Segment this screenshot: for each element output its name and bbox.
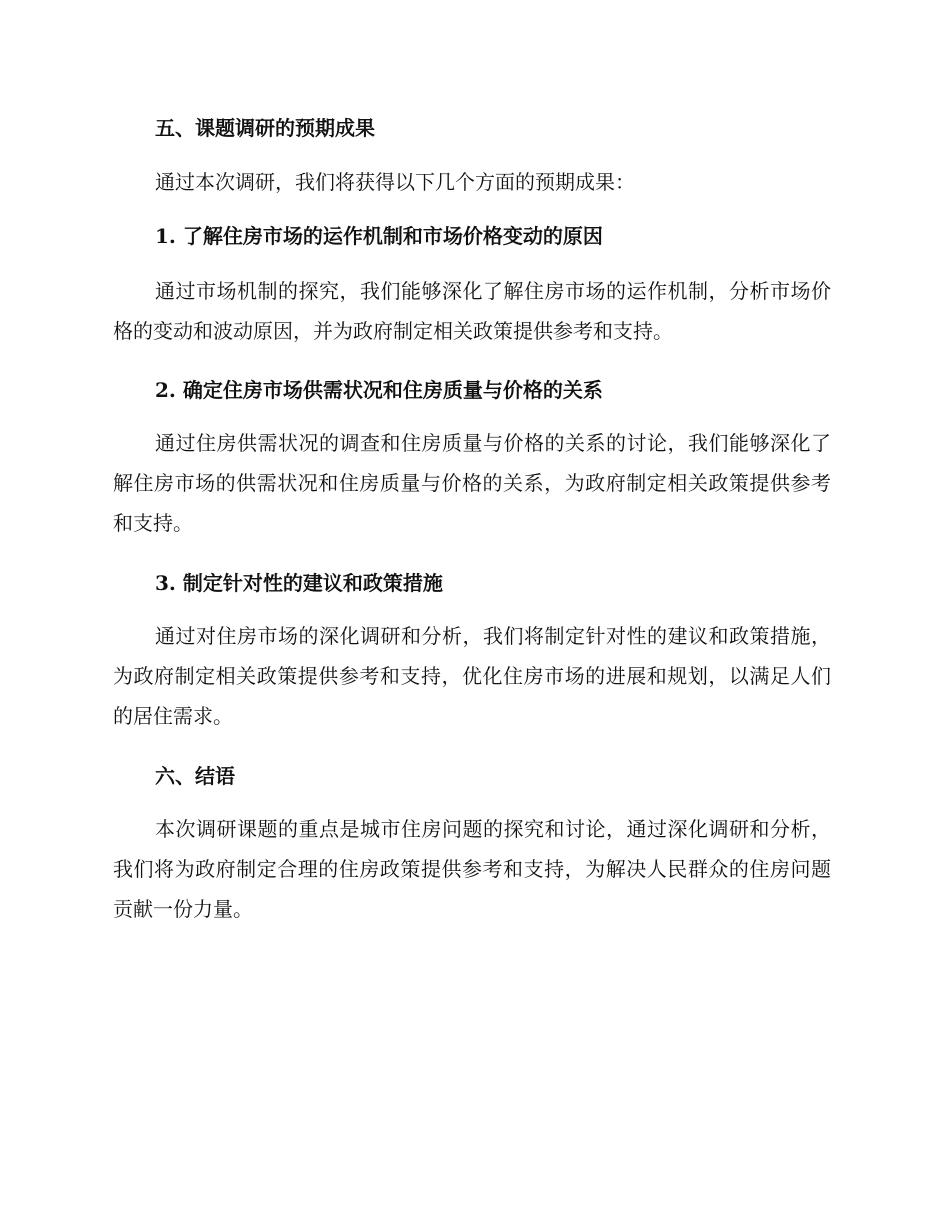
item-1-heading: 1. 了解住房市场的运作机制和市场价格变动的原因 <box>155 224 603 248</box>
item-3-paragraph: 通过对住房市场的深化调研和分析，我们将制定针对性的建议和政策措施，为政府制定相关政策提供参考和支持，优化住房市场的进展和规划，以满足人们的居住需求。 <box>113 624 831 728</box>
section-heading-6: 六、结语 <box>155 764 235 788</box>
item-3-heading: 3. 制定针对性的建议和政策措施 <box>155 571 443 595</box>
section-heading-5: 五、课题调研的预期成果 <box>155 116 375 140</box>
item-1-paragraph: 通过市场机制的探究，我们能够深化了解住房市场的运作机制，分析市场价格的变动和波动原因，并为政府制定相关政策提供参考和支持。 <box>113 279 831 343</box>
item-2-heading: 2. 确定住房市场供需状况和住房质量与价格的关系 <box>155 378 603 402</box>
section-5-intro: 通过本次调研，我们将获得以下几个方面的预期成果： <box>155 170 635 194</box>
item-2-paragraph: 通过住房供需状况的调查和住房质量与价格的关系的讨论，我们能够深化了解住房市场的供需状况和住房质量与价格的关系，为政府制定相关政策提供参考和支持。 <box>113 431 831 535</box>
section-6-paragraph: 本次调研课题的重点是城市住房问题的探究和讨论，通过深化调研和分析，我们将为政府制定合理的住房政策提供参考和支持，为解决人民群众的住房问题贡献一份力量。 <box>113 817 831 921</box>
